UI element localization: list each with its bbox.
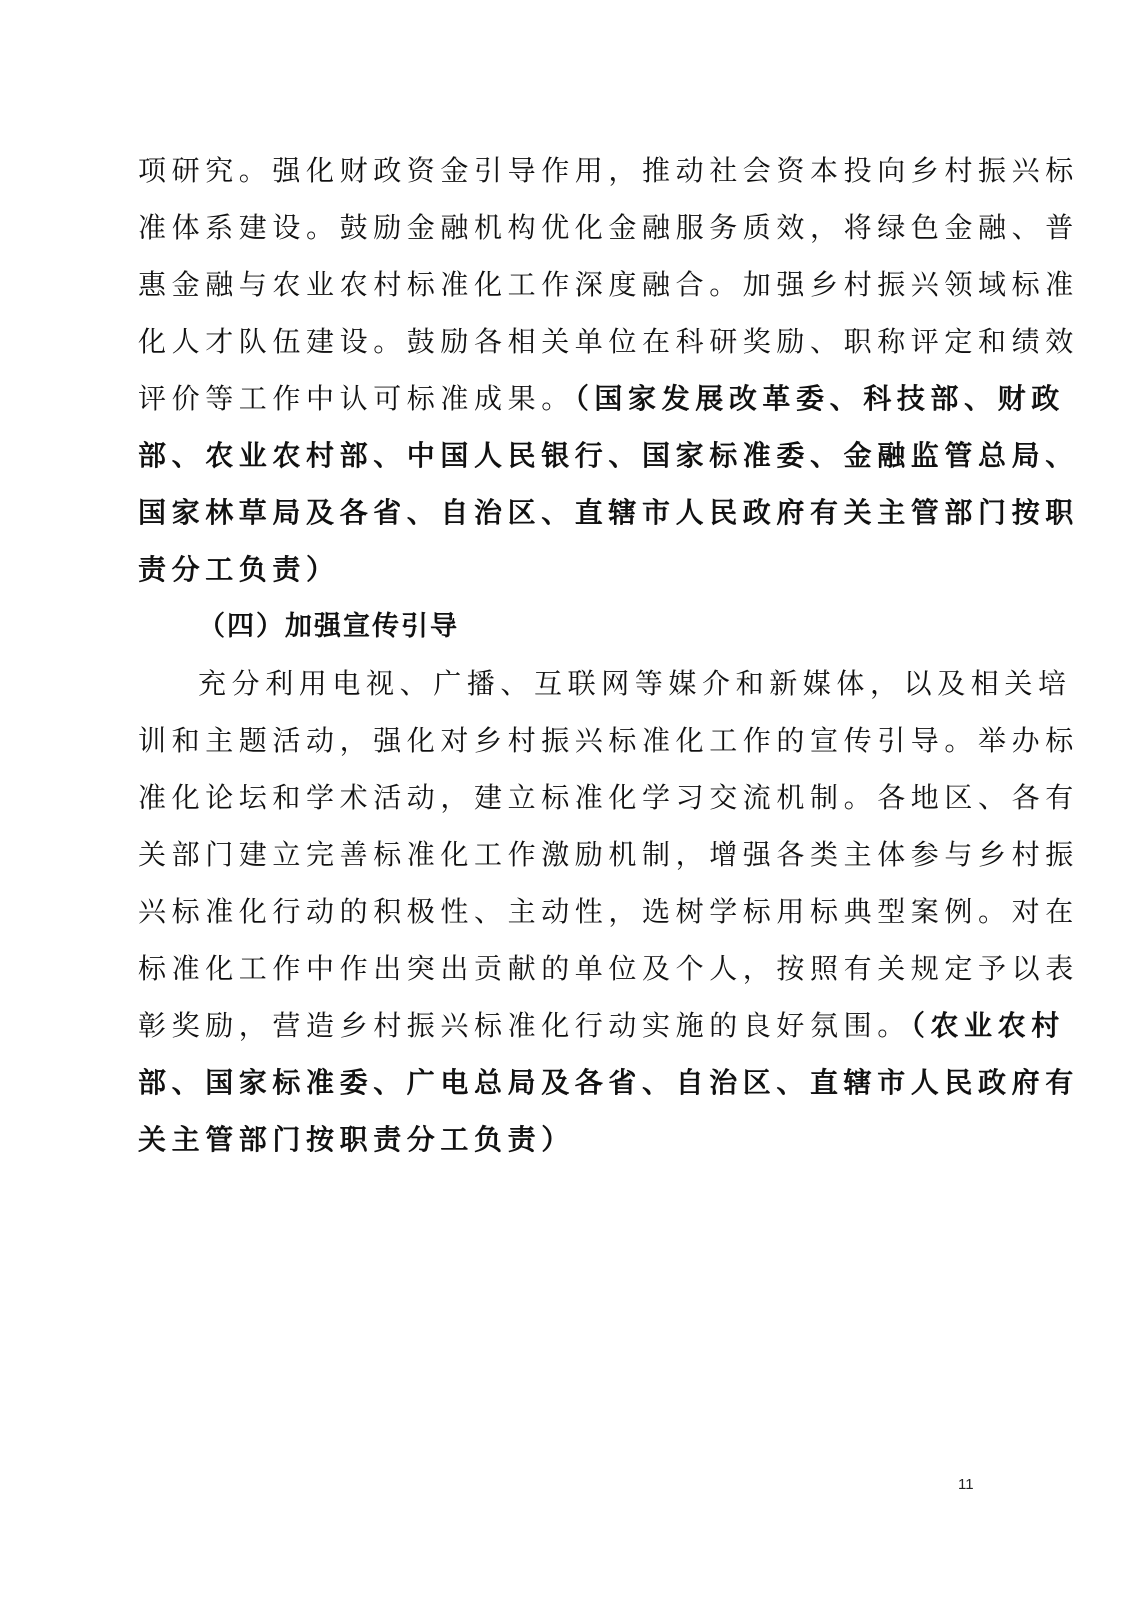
text-line: 惠金融与农业农村标准化工作深度融合。加强乡村振兴领域标准: [138, 268, 1079, 301]
text-line: [138, 427, 1079, 484]
responsible-departments: 责分工负责）: [138, 553, 340, 586]
text-line: 训和主题活动，强化对乡村振兴标准化工作的宣传引导。举办标: [138, 724, 1079, 757]
text-line: [138, 1111, 994, 1168]
responsible-departments: （农业农村: [910, 1009, 1065, 1042]
responsible-departments: 国家林草局及各省、自治区、直辖市人民政府有关主管部门按职: [138, 496, 1079, 529]
text-line: 标准化工作中作出突出贡献的单位及个人，按照有关规定予以表: [138, 952, 1079, 985]
text-line: [138, 1054, 1079, 1111]
text-line: 项研究。强化财政资金引导作用，推动社会资本投向乡村振兴标: [138, 154, 1079, 187]
text-line: 兴标准化行动的积极性、主动性，选树学标用标典型案例。对在: [138, 895, 1079, 928]
text-line: 彰奖励，营造乡村振兴标准化行动实施的良好氛围。（农业农村: [138, 1009, 1065, 1042]
text-line: [138, 541, 994, 598]
section-heading: （四）加强宣传引导: [198, 611, 459, 642]
page-content: [138, 142, 1079, 1168]
text-line: 充分利用电视、广播、互联网等媒介和新媒体，以及相关培: [198, 667, 1072, 700]
text-line: 化人才队伍建设。鼓励各相关单位在科研奖励、职称评定和绩效: [138, 325, 1079, 358]
text-line: [138, 484, 1079, 541]
page-number: 11: [958, 1476, 974, 1493]
responsible-departments: （国家发展改革委、科技部、财政: [574, 382, 1065, 415]
responsible-departments: 部、农业农村部、中国人民银行、国家标准委、金融监管总局、: [138, 439, 1079, 472]
responsible-departments: 部、国家标准委、广电总局及各省、自治区、直辖市人民政府有: [138, 1066, 1079, 1099]
text-line: 准体系建设。鼓励金融机构优化金融服务质效，将绿色金融、普: [138, 211, 1079, 244]
text-line: 准化论坛和学术活动，建立标准化学习交流机制。各地区、各有: [138, 781, 1079, 814]
text-line: 关部门建立完善标准化工作激励机制，增强各类主体参与乡村振: [138, 838, 1079, 871]
responsible-departments: 关主管部门按职责分工负责）: [138, 1123, 575, 1156]
text-line: 评价等工作中认可标准成果。（国家发展改革委、科技部、财政: [138, 382, 1065, 415]
